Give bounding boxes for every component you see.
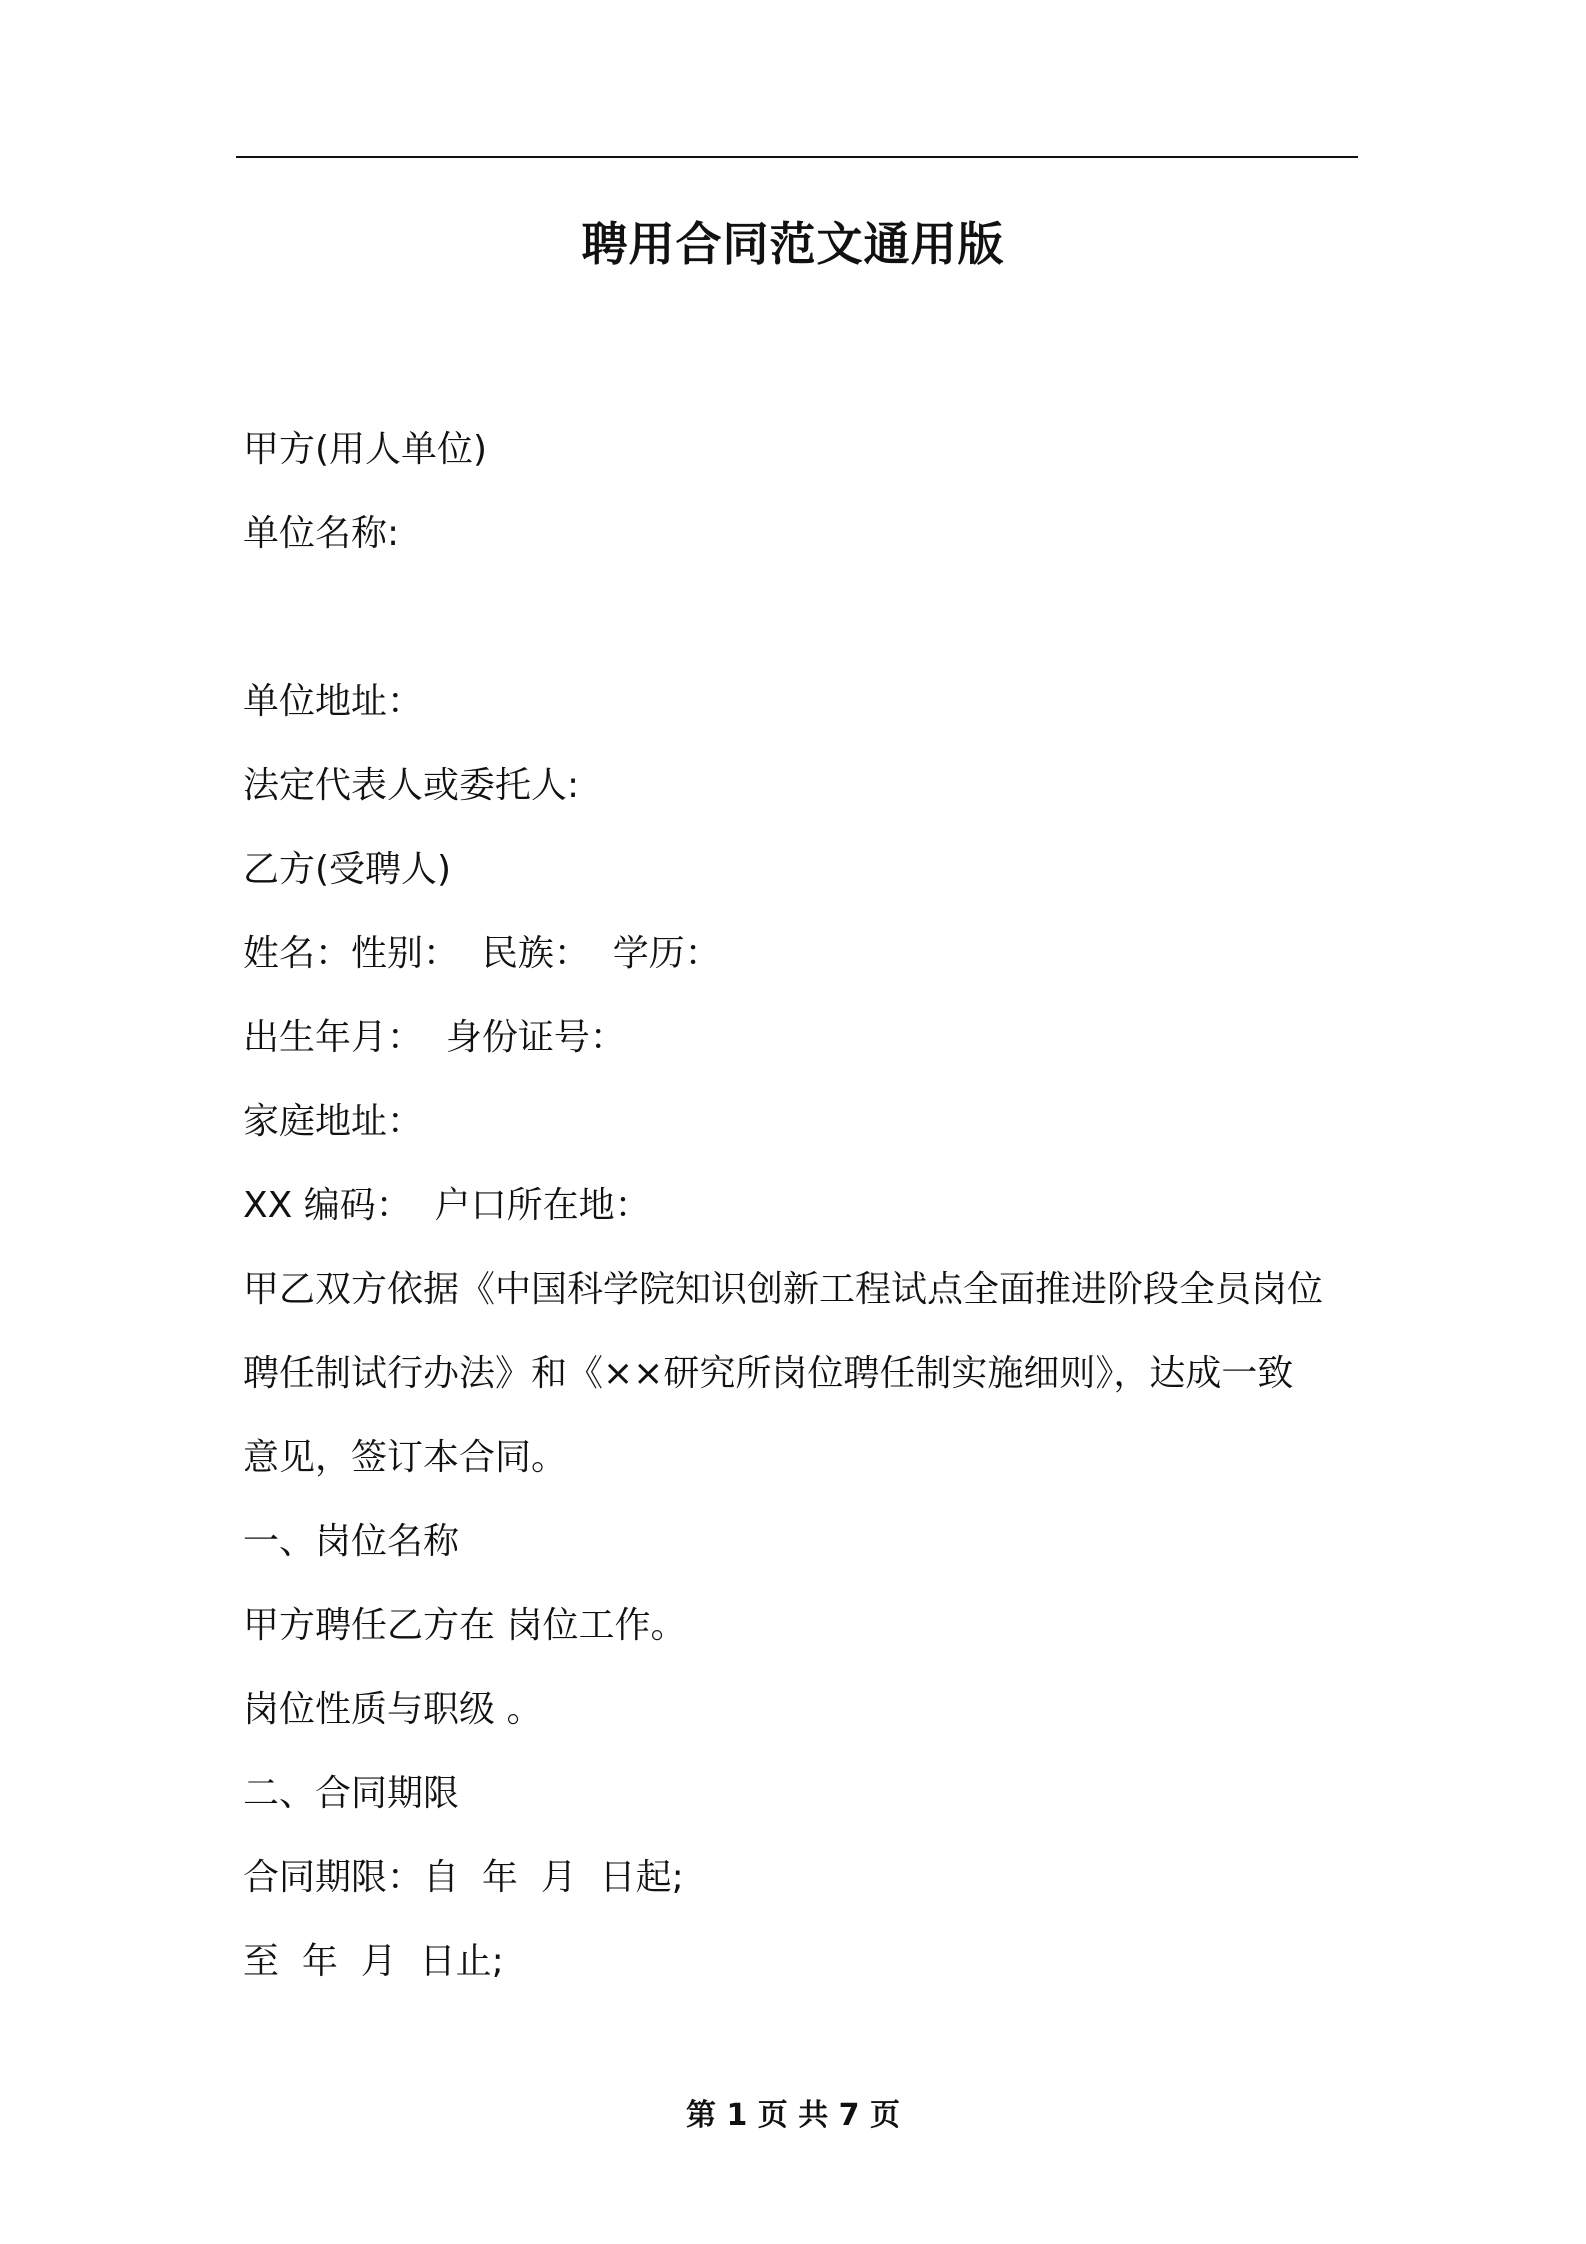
preamble-line-3: 意见，签订本合同。 bbox=[243, 1437, 568, 1478]
personal-info-line: 姓名：性别： 民族： 学历： bbox=[243, 933, 721, 974]
section-2-heading: 二、合同期限 bbox=[243, 1773, 460, 1814]
term-end-line: 至 年 月 日止; bbox=[243, 1941, 504, 1982]
unit-address-field: 单位地址： bbox=[243, 681, 424, 722]
section-1-heading: 一、岗位名称 bbox=[243, 1521, 460, 1562]
blank-line bbox=[243, 576, 1358, 660]
page-footer: 第 1 页 共 7 页 bbox=[686, 2098, 900, 2133]
header-rule bbox=[236, 156, 1358, 158]
position-level-line: 岗位性质与职级 。 bbox=[243, 1689, 543, 1730]
document-body bbox=[243, 408, 1358, 2004]
preamble-line-1: 甲乙双方依据《中国科学院知识创新工程试点全面推进阶段全员岗位 bbox=[243, 1269, 1324, 1310]
legal-representative-field: 法定代表人或委托人: bbox=[243, 765, 580, 806]
unit-name-field: 单位名称: bbox=[243, 513, 400, 554]
postcode-residence-line: XX 编码： 户口所在地： bbox=[243, 1185, 651, 1226]
term-start-line: 合同期限：自 年 月 日起; bbox=[243, 1857, 684, 1898]
document-title: 聘用合同范文通用版 bbox=[581, 217, 1005, 271]
preamble-line-2: 聘任制试行办法》和《××研究所岗位聘任制实施细则》，达成一致 bbox=[243, 1353, 1294, 1394]
party-a-heading: 甲方(用人单位) bbox=[243, 429, 488, 470]
position-line: 甲方聘任乙方在 岗位工作。 bbox=[243, 1605, 687, 1646]
birth-id-line: 出生年月： 身份证号： bbox=[243, 1017, 626, 1058]
party-b-heading: 乙方(受聘人) bbox=[243, 849, 452, 890]
home-address-field: 家庭地址： bbox=[243, 1101, 424, 1142]
